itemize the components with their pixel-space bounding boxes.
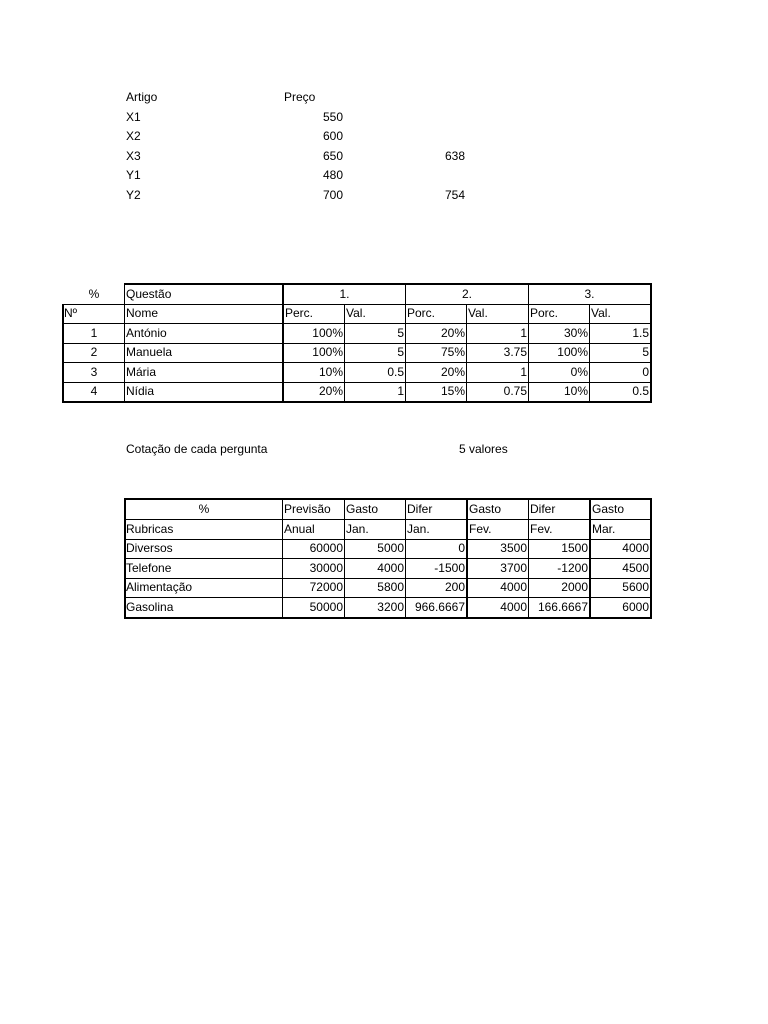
amount-cell: -1200	[557, 560, 588, 575]
column-header: Difer	[530, 502, 556, 516]
perc-header: Perc.	[285, 306, 314, 320]
value-cell: 1	[397, 384, 404, 398]
value-cell: 1.5	[632, 325, 649, 340]
column-header: Difer	[407, 502, 433, 516]
artigo-cell: X2	[126, 129, 141, 143]
preco-cell: 550	[322, 109, 343, 124]
number-header: Nº	[64, 306, 78, 320]
val-header: Val.	[468, 306, 488, 320]
amount-cell: 3200	[377, 599, 404, 614]
preco-cell: 600	[322, 129, 343, 143]
rubrica-cell: Diversos	[126, 541, 173, 555]
number-cell: 4	[90, 384, 98, 398]
amount-cell: 3500	[500, 541, 527, 555]
percent-cell: 20%	[440, 364, 465, 379]
amount-cell: 2000	[561, 580, 588, 594]
question-1-header: 1.	[339, 286, 350, 301]
val-header: Val.	[346, 306, 366, 320]
amount-cell: 72000	[309, 580, 343, 594]
rubricas-header: Rubricas	[126, 521, 174, 536]
column-subheader: Mar.	[592, 521, 616, 536]
artigo-cell: X3	[126, 148, 141, 163]
amount-cell: 5800	[377, 580, 404, 594]
percent-cell: 30%	[563, 325, 588, 340]
amount-cell: 966.6667	[414, 599, 465, 614]
value-cell: 0.5	[632, 384, 649, 398]
amount-cell: 1500	[561, 541, 588, 555]
amount-cell: 6000	[622, 599, 649, 614]
amount-cell: -1500	[434, 560, 465, 575]
name-cell: Nídia	[126, 384, 155, 398]
value-cell: 0.75	[503, 384, 527, 398]
column-subheader: Fev.	[469, 521, 492, 536]
number-cell: 3	[90, 364, 98, 379]
amount-cell: 3700	[500, 560, 527, 575]
percent-cell: 20%	[318, 384, 343, 398]
artigo-cell: X1	[126, 109, 141, 124]
pct-header: %	[88, 286, 100, 301]
grid-line	[650, 284, 652, 403]
amount-cell: 60000	[309, 541, 343, 555]
amount-cell: 166.6667	[537, 599, 588, 614]
extra-cell: 754	[444, 187, 465, 202]
percent-cell: 0%	[570, 364, 588, 379]
question-2-header: 2.	[461, 286, 472, 301]
questao-header: Questão	[126, 286, 172, 301]
percent-cell: 100%	[557, 345, 588, 359]
preco-cell: 650	[322, 148, 343, 163]
value-cell: 1	[520, 364, 527, 379]
percent-cell: 100%	[312, 325, 343, 340]
column-subheader: Jan.	[346, 521, 369, 536]
porc-header: Porc.	[407, 306, 436, 320]
percent-cell: 75%	[440, 345, 465, 359]
amount-cell: 4000	[500, 580, 527, 594]
value-cell: 3.75	[503, 345, 527, 359]
amount-cell: 4000	[622, 541, 649, 555]
val-header: Val.	[591, 306, 611, 320]
percent-cell: 100%	[312, 345, 343, 359]
rubrica-cell: Alimentação	[126, 580, 193, 594]
number-cell: 2	[90, 345, 98, 359]
column-header: Previsão	[284, 502, 331, 516]
amount-cell: 30000	[309, 560, 343, 575]
artigo-cell: Y1	[126, 168, 141, 182]
percent-cell: 20%	[440, 325, 465, 340]
rubrica-cell: Gasolina	[126, 599, 174, 614]
column-subheader: Anual	[284, 521, 315, 536]
preco-header: Preço	[284, 90, 316, 104]
name-cell: António	[126, 325, 167, 340]
column-subheader: Fev.	[530, 521, 553, 536]
cotacao-label: Cotação de cada pergunta	[126, 442, 268, 456]
column-header: Gasto	[346, 502, 379, 516]
column-subheader: Jan.	[407, 521, 430, 536]
grid-line	[650, 499, 652, 618]
porc-header: Porc.	[530, 306, 559, 320]
artigo-header: Artigo	[126, 90, 158, 104]
value-cell: 5	[642, 345, 649, 359]
name-cell: Mária	[126, 364, 157, 379]
amount-cell: 5600	[622, 580, 649, 594]
column-header: Gasto	[469, 502, 502, 516]
extra-cell: 638	[444, 148, 465, 163]
percent-cell: 10%	[318, 364, 343, 379]
amount-cell: 200	[444, 580, 465, 594]
rubrica-cell: Telefone	[126, 560, 172, 575]
extra-cell	[405, 127, 466, 147]
amount-cell: 5000	[377, 541, 404, 555]
amount-cell: 4000	[377, 560, 404, 575]
question-3-header: 3.	[584, 286, 595, 301]
extra-cell	[405, 108, 466, 128]
artigo-cell: Y2	[126, 187, 141, 202]
column-header: Gasto	[592, 502, 625, 516]
value-cell: 0.5	[387, 364, 404, 379]
name-cell: Manuela	[126, 345, 173, 359]
amount-cell: 0	[458, 541, 465, 555]
pct-header: %	[198, 502, 210, 516]
value-cell: 5	[397, 345, 404, 359]
amount-cell: 50000	[309, 599, 343, 614]
number-cell: 1	[90, 325, 98, 340]
preco-cell: 700	[322, 187, 343, 202]
nome-header: Nome	[126, 306, 159, 320]
value-cell: 1	[520, 325, 527, 340]
value-cell: 0	[642, 364, 649, 379]
extra-cell	[405, 166, 466, 186]
amount-cell: 4000	[500, 599, 527, 614]
cotacao-value: 5 valores	[459, 442, 508, 456]
percent-cell: 10%	[563, 384, 588, 398]
preco-cell: 480	[322, 168, 343, 182]
percent-cell: 15%	[440, 384, 465, 398]
amount-cell: 4500	[622, 560, 649, 575]
value-cell: 5	[397, 325, 404, 340]
